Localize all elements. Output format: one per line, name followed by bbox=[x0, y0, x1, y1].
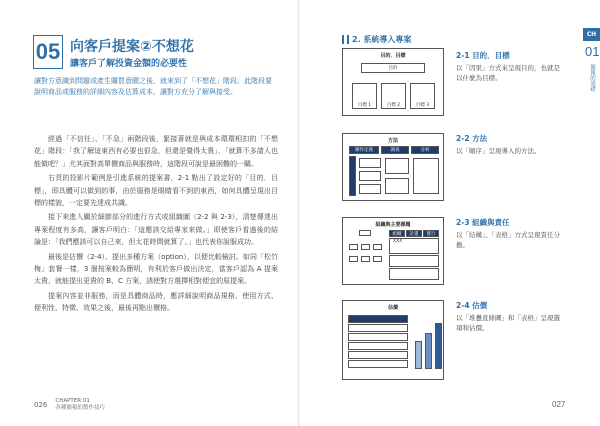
right-page bbox=[300, 0, 600, 426]
footer-chapter bbox=[55, 398, 105, 412]
footer-chapter-label: CHAPTER 01 bbox=[55, 398, 90, 404]
figure-title: 方法 bbox=[387, 138, 398, 144]
figure-description: 以「因果」方式來呈現目的，也就是以什麼為目標。 bbox=[456, 64, 560, 82]
diagram-box bbox=[385, 178, 409, 194]
org-box bbox=[359, 230, 371, 236]
paragraph: 接下來進入關於細節部分的進行方式或組織圖（2-2 與 2-3），清楚傳達出專案程度有多高，讓客戶明白：「這應該交給專家來做。」即使客戶看過後的結論是：「我們應該可以自己來，但太花時間就算了。」也代表你說服成功。 bbox=[34, 213, 278, 247]
diagram-sidebar bbox=[349, 156, 356, 196]
figure-caption: 2-4 估價 bbox=[456, 301, 488, 310]
page-number-left: 026 bbox=[34, 401, 48, 409]
diagram-box bbox=[359, 184, 381, 194]
table-cell bbox=[389, 255, 439, 267]
diagram-box bbox=[359, 158, 381, 168]
figure-title: 目的．目標 bbox=[380, 53, 406, 59]
stacked-bar bbox=[425, 333, 432, 369]
diagram-box: 目標 1 bbox=[352, 83, 377, 109]
figure-description: 以「結構」、「表格」方式呈現責任分擔。 bbox=[456, 231, 560, 249]
figure-2-3 bbox=[342, 217, 444, 285]
diagram-box bbox=[385, 158, 409, 174]
section-heading bbox=[342, 34, 411, 45]
table-header: 計畫 bbox=[406, 230, 422, 237]
footer-chapter-text: 各種簡報的製作技巧 bbox=[55, 405, 105, 411]
estimate-table-row bbox=[348, 351, 408, 359]
figure-2-4 bbox=[342, 300, 444, 380]
estimate-table-header bbox=[348, 315, 408, 323]
figure-2-2 bbox=[342, 133, 444, 201]
intro-text: 讓對方意識到問題或產生購買意願之後，就來到了「不想花」階段。此階段要說明商品或服務的詳細內容及估算成本，讓對方充分了解與接受。 bbox=[34, 77, 272, 96]
figure-description: 以「堆疊直條圖」和「表格」呈現選項和估價。 bbox=[456, 314, 560, 332]
figure-caption: 2-3 組織與責任 bbox=[456, 218, 510, 227]
figure-caption: 2-1 目的．目標 bbox=[456, 51, 510, 60]
diagram-box: 目標 3 bbox=[410, 83, 435, 109]
org-box bbox=[361, 244, 370, 250]
figure-title: 組織與主要課題 bbox=[375, 222, 411, 228]
chapter-tab-label: CH bbox=[583, 28, 600, 41]
org-box bbox=[349, 256, 358, 262]
org-box bbox=[349, 244, 358, 250]
figure-title: 估價 bbox=[387, 305, 398, 311]
figure-2-1 bbox=[342, 48, 444, 116]
page-number-right: 027 bbox=[552, 400, 566, 409]
section-title: 2. 系統導入專案 bbox=[352, 35, 412, 44]
paragraph: 最後是估價（2-4）。提出多種方案（option），以便比較檢討。如同「松竹梅」套餐一樣，3 個按案較為簡明，有利於客戶做出決定，當客戶認為 A 提案太貴，就能提出更貴的 B、C 方案，誘使對方選擇相對便宜的原提案。 bbox=[34, 252, 278, 286]
table-header: 實行 bbox=[423, 230, 439, 237]
body-text bbox=[34, 133, 278, 317]
table-cell bbox=[389, 268, 439, 280]
paragraph: 提案內容並非服務，而是具體商品時，應詳細說明商品規格、使用方式、便利性、特徵、效果之後，最後再點出價格。 bbox=[34, 291, 278, 313]
figure-caption: 2-2 方法 bbox=[456, 134, 488, 143]
diagram-header: 操作定義 bbox=[349, 146, 379, 154]
page-subtitle: 讓客戶了解投資金額的必要性 bbox=[70, 59, 188, 69]
diagram-header: 調查 bbox=[381, 146, 409, 154]
bookmark-icon bbox=[342, 35, 349, 44]
chapter-tab bbox=[583, 28, 600, 98]
diagram-box bbox=[359, 171, 381, 181]
org-box bbox=[373, 244, 382, 250]
org-box bbox=[361, 256, 370, 262]
figure-description: 以「順序」呈現導入的方法。 bbox=[456, 147, 541, 155]
section-number: 05 bbox=[33, 35, 63, 69]
org-box bbox=[373, 256, 382, 262]
table-cell: XXX bbox=[389, 238, 439, 254]
estimate-table-row bbox=[348, 324, 408, 332]
chapter-tab-number: 01 bbox=[585, 44, 600, 59]
stacked-bar bbox=[415, 341, 422, 369]
estimate-table-row bbox=[348, 342, 408, 350]
diagram-header: 分析 bbox=[411, 146, 439, 154]
chapter-tab-title: 簡報的基礎 bbox=[589, 64, 595, 92]
page-title: 向客戶提案②不想花 bbox=[70, 39, 194, 55]
paragraph: 經過「不信任」、「不急」兩階段後，緊接著就是與成本環環相扣的「不想花」階段：「我了解這東西有必要也很急，但還是覺得太貴」、「就算不多請人也能做吧？」尤其面對高單價商品與服務時，這階段可說是最困難的一關。 bbox=[34, 135, 278, 168]
stacked-bar bbox=[435, 323, 442, 369]
diagram-box: 目標 2 bbox=[381, 83, 406, 109]
estimate-table-row bbox=[348, 360, 408, 368]
diagram-box bbox=[413, 158, 439, 194]
paragraph: 右頁的投影片範例是引進系統的提案書，2-1 點出了設定好的「目的．目標」，即具體可以做到的事，由於服務是眼睛看不到的東西，如何具體呈現出目標的樣貌，一定要先達成共識。 bbox=[34, 174, 278, 208]
estimate-table-row bbox=[348, 333, 408, 341]
left-footer bbox=[34, 398, 105, 412]
diagram-box: 目的 bbox=[361, 63, 425, 73]
table-header: 組織 bbox=[389, 230, 405, 237]
